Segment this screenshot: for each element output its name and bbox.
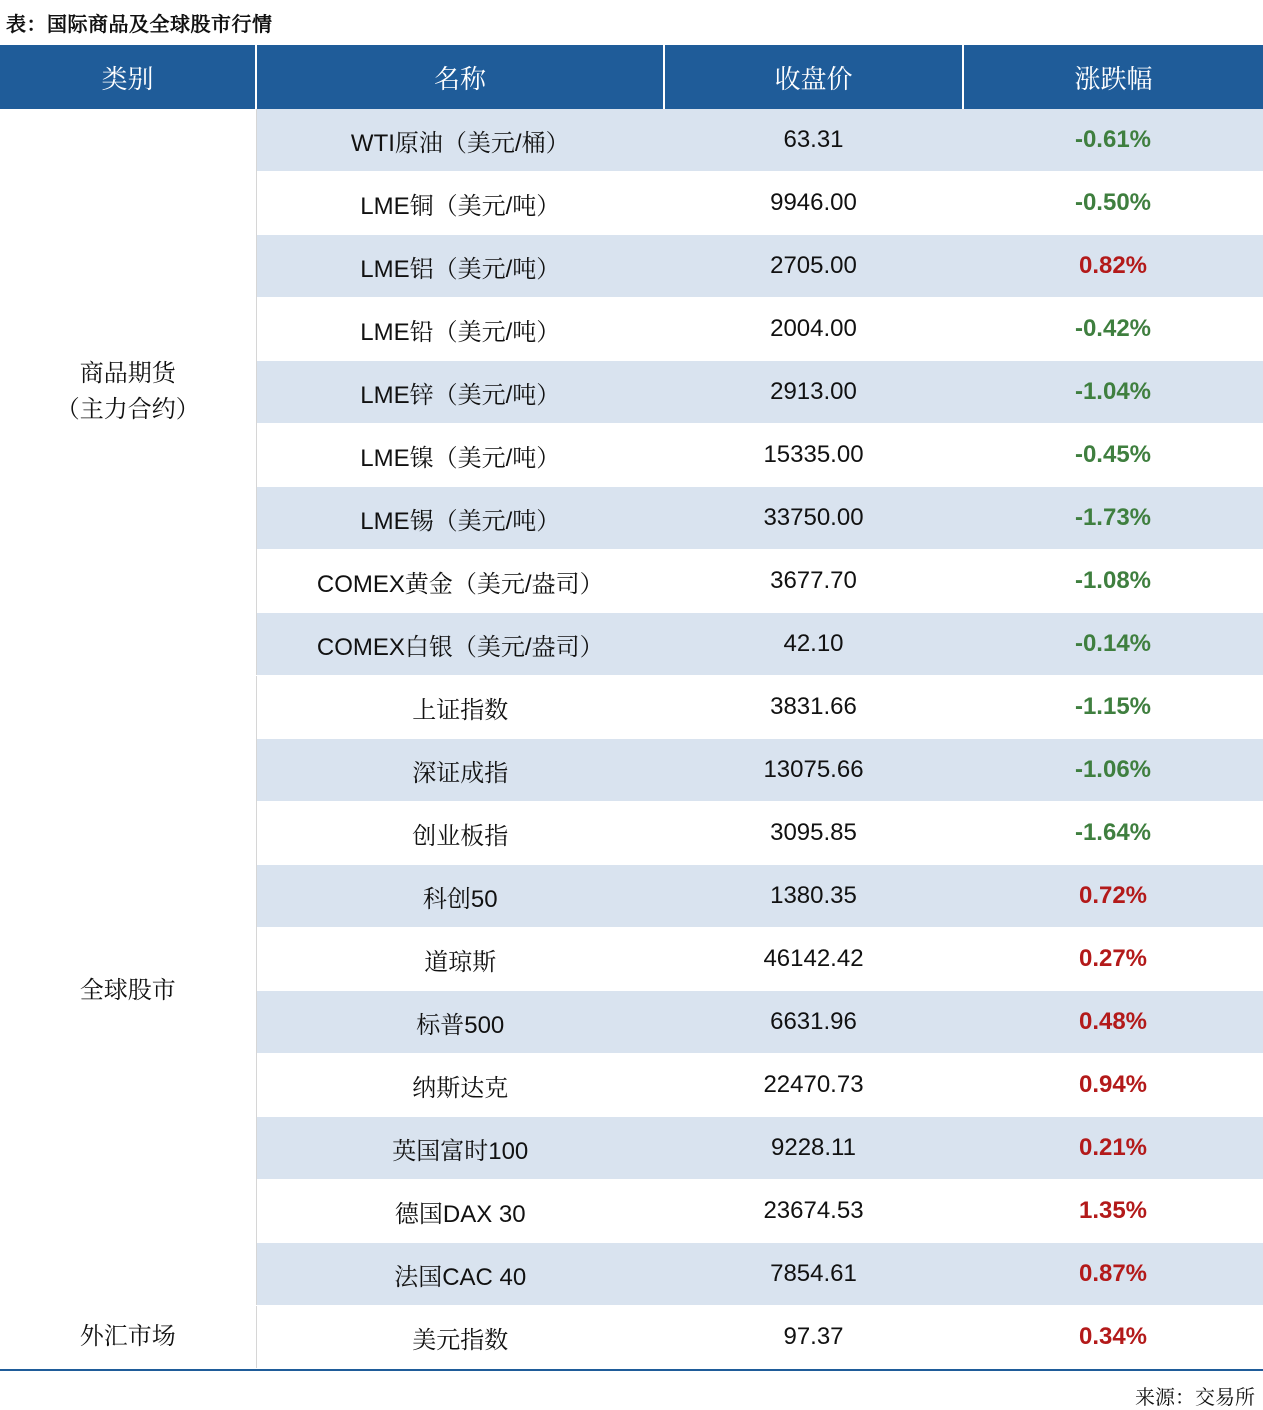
- table-body: [0, 109, 1263, 1369]
- close-price-cell: 9228.11: [664, 1117, 963, 1180]
- source-note: 来源：交易所: [1135, 1387, 1255, 1409]
- change-pct-cell: 0.87%: [963, 1243, 1263, 1306]
- instrument-name-cell: 科创50: [256, 865, 664, 928]
- instrument-name-cell: 深证成指: [256, 739, 664, 802]
- change-pct-cell: -1.06%: [963, 739, 1263, 802]
- close-price-cell: 46142.42: [664, 928, 963, 991]
- market-table: [0, 45, 1263, 1369]
- close-price-cell: 42.10: [664, 613, 963, 676]
- close-price-cell: 33750.00: [664, 487, 963, 550]
- column-header-name: 名称: [256, 45, 664, 109]
- instrument-name-cell: COMEX黄金（美元/盎司）: [256, 550, 664, 613]
- category-label-line1: 商品期货: [79, 360, 176, 387]
- header-row: [0, 45, 1263, 109]
- change-pct-cell: -1.08%: [963, 550, 1263, 613]
- instrument-name-cell: 道琼斯: [256, 928, 664, 991]
- instrument-name-cell: COMEX白银（美元/盎司）: [256, 613, 664, 676]
- category-cell: 外汇市场: [0, 1306, 256, 1369]
- change-pct-cell: 1.35%: [963, 1180, 1263, 1243]
- close-price-cell: 9946.00: [664, 172, 963, 235]
- change-pct-cell: -0.50%: [963, 172, 1263, 235]
- close-price-cell: 2004.00: [664, 298, 963, 361]
- close-price-cell: 13075.66: [664, 739, 963, 802]
- change-pct-cell: -0.14%: [963, 613, 1263, 676]
- close-price-cell: 63.31: [664, 109, 963, 172]
- change-pct-cell: 0.94%: [963, 1054, 1263, 1117]
- table-row: [0, 676, 1263, 739]
- instrument-name-cell: 标普500: [256, 991, 664, 1054]
- change-pct-cell: 0.27%: [963, 928, 1263, 991]
- instrument-name-cell: 创业板指: [256, 802, 664, 865]
- close-price-cell: 1380.35: [664, 865, 963, 928]
- category-cell: 全球股市: [0, 676, 256, 1306]
- instrument-name-cell: 纳斯达克: [256, 1054, 664, 1117]
- instrument-name-cell: LME铝（美元/吨）: [256, 235, 664, 298]
- change-pct-cell: 0.72%: [963, 865, 1263, 928]
- instrument-name-cell: 英国富时100: [256, 1117, 664, 1180]
- instrument-name-cell: LME铅（美元/吨）: [256, 298, 664, 361]
- column-header-close-price: 收盘价: [664, 45, 963, 109]
- change-pct-cell: -0.42%: [963, 298, 1263, 361]
- instrument-name-cell: LME锌（美元/吨）: [256, 361, 664, 424]
- change-pct-cell: -1.64%: [963, 802, 1263, 865]
- instrument-name-cell: LME镍（美元/吨）: [256, 424, 664, 487]
- close-price-cell: 22470.73: [664, 1054, 963, 1117]
- change-pct-cell: 0.21%: [963, 1117, 1263, 1180]
- change-pct-cell: -1.15%: [963, 676, 1263, 739]
- table-row: [0, 1306, 1263, 1369]
- instrument-name-cell: 美元指数: [256, 1306, 664, 1369]
- table-header: [0, 45, 1263, 109]
- close-price-cell: 97.37: [664, 1306, 963, 1369]
- close-price-cell: 23674.53: [664, 1180, 963, 1243]
- page-title: 表：国际商品及全球股市行情: [6, 14, 273, 36]
- instrument-name-cell: 德国DAX 30: [256, 1180, 664, 1243]
- column-header-category: 类别: [0, 45, 256, 109]
- change-pct-cell: -1.04%: [963, 361, 1263, 424]
- close-price-cell: 3095.85: [664, 802, 963, 865]
- change-pct-cell: -0.45%: [963, 424, 1263, 487]
- close-price-cell: 15335.00: [664, 424, 963, 487]
- change-pct-cell: 0.34%: [963, 1306, 1263, 1369]
- change-pct-cell: -1.73%: [963, 487, 1263, 550]
- instrument-name-cell: WTI原油（美元/桶）: [256, 109, 664, 172]
- close-price-cell: 2705.00: [664, 235, 963, 298]
- change-pct-cell: 0.82%: [963, 235, 1263, 298]
- close-price-cell: 6631.96: [664, 991, 963, 1054]
- instrument-name-cell: 法国CAC 40: [256, 1243, 664, 1306]
- change-pct-cell: 0.48%: [963, 991, 1263, 1054]
- instrument-name-cell: 上证指数: [256, 676, 664, 739]
- category-label-line2: （主力合约）: [55, 396, 200, 423]
- table-row: [0, 109, 1263, 172]
- close-price-cell: 3677.70: [664, 550, 963, 613]
- instrument-name-cell: LME锡（美元/吨）: [256, 487, 664, 550]
- close-price-cell: 7854.61: [664, 1243, 963, 1306]
- close-price-cell: 2913.00: [664, 361, 963, 424]
- change-pct-cell: -0.61%: [963, 109, 1263, 172]
- close-price-cell: 3831.66: [664, 676, 963, 739]
- instrument-name-cell: LME铜（美元/吨）: [256, 172, 664, 235]
- category-cell: [0, 109, 256, 676]
- column-header-change-pct: 涨跌幅: [963, 45, 1263, 109]
